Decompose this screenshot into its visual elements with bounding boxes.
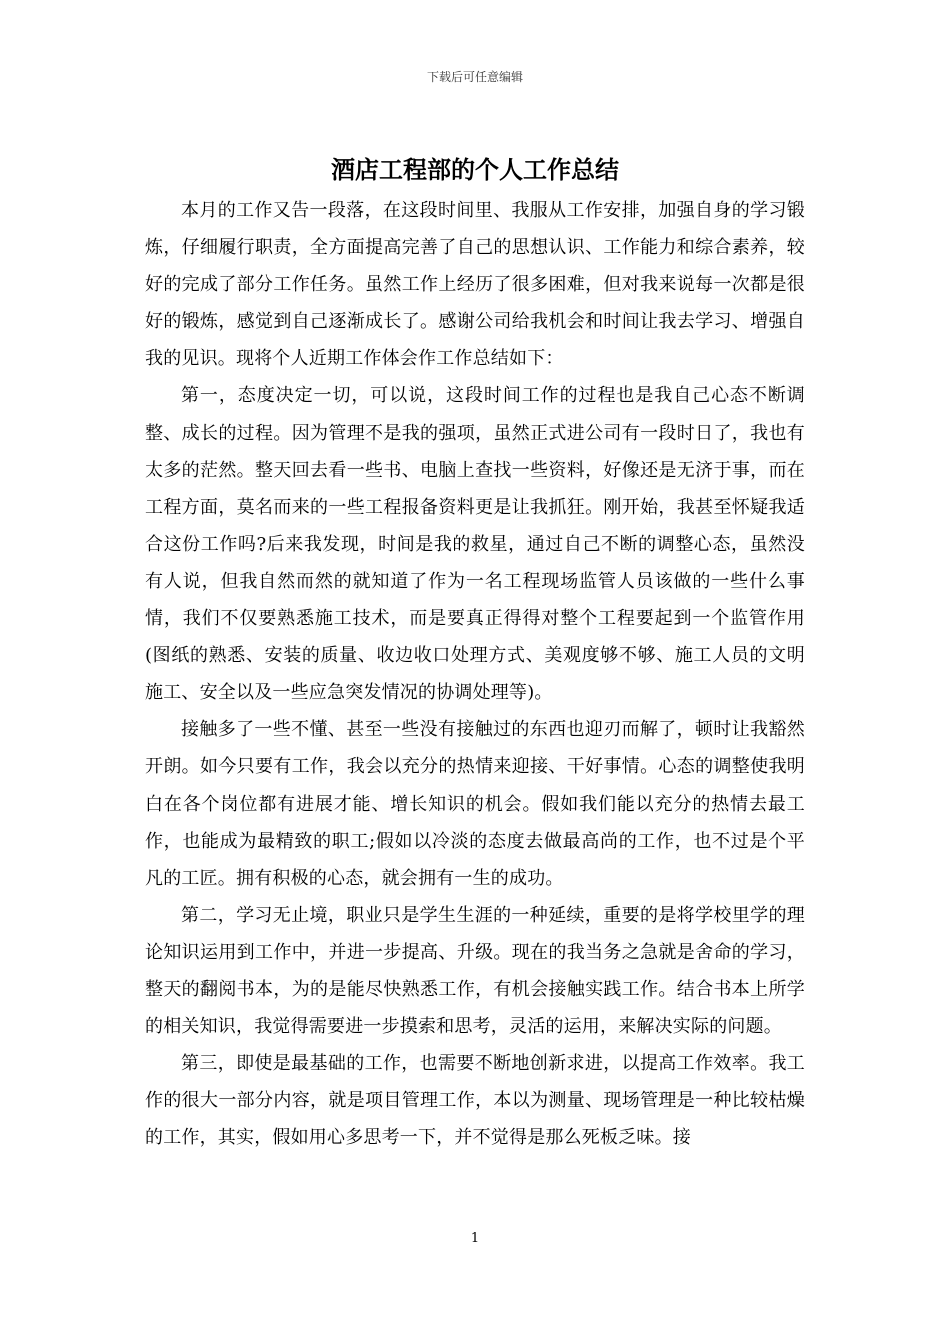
paragraph-contact: 接触多了一些不懂、甚至一些没有接触过的东西也迎刃而解了，顿时让我豁然开朗。如今只要有工作，我会以充分的热情来迎接、干好事情。心态的调整使我明白在各个岗位都有进展才能、增长知识的机会。假如我们能以充分的热情去最工作，也能成为最精致的职工;假如以冷淡的态度去做最高尚的工作，也不过是个平凡的工匠。拥有积极的心态，就会拥有一生的成功。 [145,719,805,889]
page-header-note: 下载后可任意编辑 [426,70,523,84]
document-title: 酒店工程部的个人工作总结 [331,155,619,184]
paragraph-second-learning: 第二，学习无止境，职业只是学生生涯的一种延续，重要的是将学校里学的理论知识运用到工作中，并进一步提高、升级。现在的我当务之急就是舍命的学习，整天的翻阅书本，为的是能尽快熟悉工作，有机会接触实践工作。结合书本上所学的相关知识，我觉得需要进一步摸索和思考，灵活的运用，来解决实际的问题。 [145,904,805,1038]
page-number: 1 [470,1231,480,1246]
paragraph-third-innovation: 第三，即使是最基础的工作，也需要不断地创新求进，以提高工作效率。我工作的很大一部分内容，就是项目管理工作，本以为测量、现场管理是一种比较枯燥的工作，其实，假如用心多思考一下，并不觉得是那么死板乏味。接 [145,1053,805,1149]
paragraph-intro: 本月的工作又告一段落，在这段时间里、我服从工作安排，加强自身的学习锻炼，仔细履行职责，全方面提高完善了自己的思想认识、工作能力和综合素养，较好的完成了部分工作任务。虽然工作上经历了很多困难，但对我来说每一次都是很好的锻炼，感觉到自己逐渐成长了。感谢公司给我机会和时间让我去学习、增强自我的见识。现将个人近期工作体会作工作总结如下： [145,200,805,370]
document-body [145,192,805,1156]
paragraph-first-attitude: 第一，态度决定一切，可以说，这段时间工作的过程也是我自己心态不断调整、成长的过程。因为管理不是我的强项，虽然正式进公司有一段时日了，我也有太多的茫然。整天回去看一些书、电脑上查找一些资料，好像还是无济于事，而在工程方面，莫名而来的一些工程报备资料更是让我抓狂。刚开始，我甚至怀疑我适合这份工作吗?后来我发现，时间是我的救星，通过自己不断的调整心态，虽然没有人说，但我自然而然的就知道了作为一名工程现场监管人员该做的一些什么事情，我们不仅要熟悉施工技术，而是要真正得得对整个工程要起到一个监管作用(图纸的熟悉、安装的质量、收边收口处理方式、美观度够不够、施工人员的文明施工、安全以及一些应急突发情况的协调处理等)。 [145,385,805,704]
